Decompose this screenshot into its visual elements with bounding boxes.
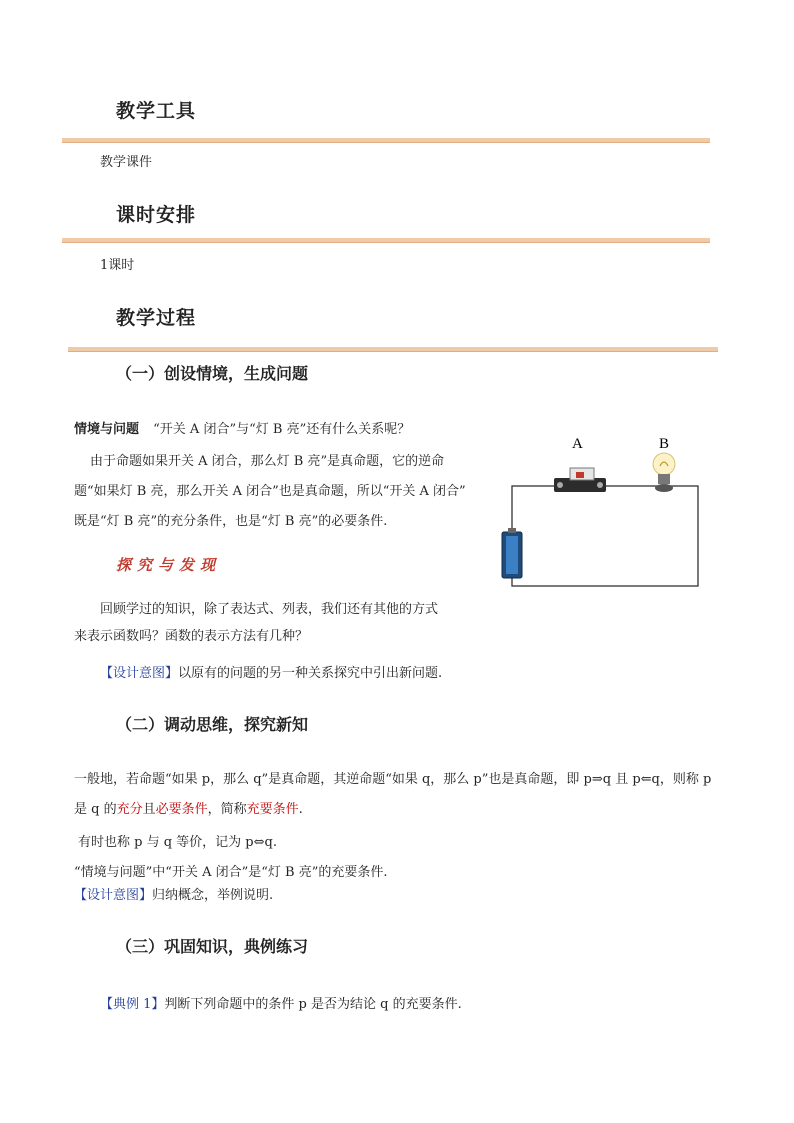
bulb-icon <box>653 453 675 492</box>
term-sufficient: 充分 <box>116 802 143 817</box>
definition-line-2 <box>74 800 303 820</box>
example-statement: “情境与问题”中“开关 A 闭合”是“灯 B 亮”的充要条件. <box>74 865 388 880</box>
circuit-wire <box>512 486 698 586</box>
explanation-line-3: 既是“灯 B 亮”的充分条件，也是“灯 B 亮”的必要条件. <box>74 514 388 529</box>
bulb-label: B <box>659 436 670 452</box>
question-paragraph <box>74 420 410 440</box>
section-divider <box>62 238 710 243</box>
design-intent-text: 以原有的问题的另一种关系探究中引出新问题. <box>178 666 443 681</box>
section-title-tools: 教学工具 <box>116 100 197 122</box>
example-text: 判断下列命题中的条件 p 是否为结论 q 的充要条件. <box>164 997 462 1012</box>
design-intent-text: 归纳概念，举例说明. <box>152 888 274 903</box>
review-line-1: 回顾学过的知识，除了表达式、列表，我们还有其他的方式 <box>100 602 439 617</box>
section-title-process: 教学过程 <box>116 307 197 329</box>
part1-title: （一）创设情境，生成问题 <box>116 364 309 383</box>
explanation-line-2: 题“如果灯 B 亮，那么开关 A 闭合”也是真命题，所以“开关 A 闭合” <box>74 484 466 499</box>
design-intent-label: 【设计意图】 <box>74 888 153 903</box>
question-label: 情境与问题 <box>74 422 140 437</box>
design-intent-label: 【设计意图】 <box>100 666 179 681</box>
term-sufficient-necessary: 充要条件 <box>246 802 299 817</box>
tools-content: 教学课件 <box>100 155 153 170</box>
schedule-content: 1课时 <box>100 258 135 273</box>
explanation-line-1: 由于命题如果开关 A 闭合，那么灯 B 亮”是真命题，它的逆命 <box>90 454 445 469</box>
section-title-schedule: 课时安排 <box>116 204 197 226</box>
design-intent-2 <box>74 886 273 906</box>
section-divider <box>62 138 710 143</box>
circuit-diagram <box>490 428 710 598</box>
definition-line-1: 一般地，若命题“如果 p，那么 q”是真命题，其逆命题“如果 q，那么 p”也是真命题，即 p⇒q 且 p⇐q，则称 p <box>74 772 712 787</box>
part3-title: （三）巩固知识，典例练习 <box>116 937 309 956</box>
switch-icon <box>554 468 606 492</box>
question-text: “开关 A 闭合”与“灯 B 亮”还有什么关系呢？ <box>153 422 411 437</box>
definition-text: 是 q 的 <box>74 802 117 817</box>
part2-title: （二）调动思维，探究新知 <box>116 715 309 734</box>
review-line-2: 来表示函数吗？函数的表示方法有几种？ <box>74 629 309 644</box>
equivalence-line: 有时也称 p 与 q 等价，记为 p⇔q. <box>78 835 277 850</box>
battery-icon <box>502 528 522 578</box>
example-label: 【典例 1】 <box>100 997 165 1012</box>
term-necessary: 必要条件 <box>155 802 208 817</box>
example-1 <box>100 995 462 1015</box>
switch-label: A <box>572 436 583 452</box>
design-intent-1 <box>100 664 442 684</box>
definition-text: 且 <box>142 802 156 817</box>
definition-text: ，简称 <box>207 802 247 817</box>
definition-text: . <box>298 802 303 817</box>
section-divider <box>68 347 718 352</box>
discover-heading: 探究与发现 <box>116 556 222 574</box>
